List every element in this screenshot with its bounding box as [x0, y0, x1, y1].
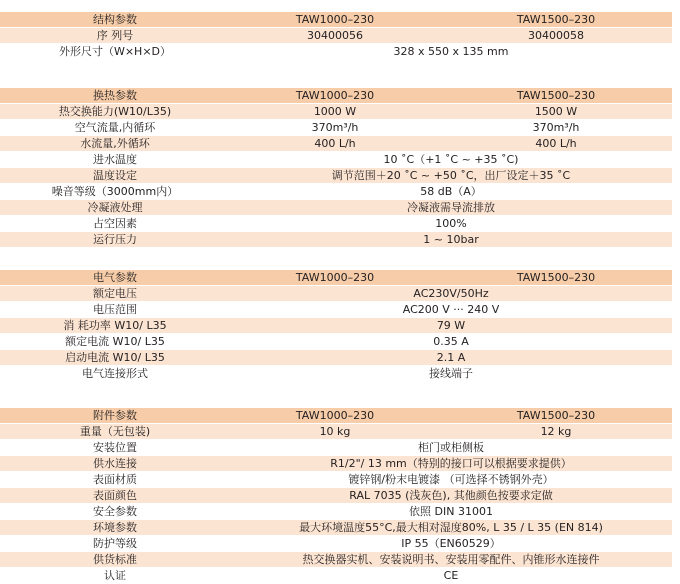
param-label: 运行压力 [93, 233, 137, 246]
model-1-heading: TAW1000–230 [295, 89, 375, 102]
param-label: 水流量,外循环 [80, 137, 150, 150]
param-label: 额定电流 W10/ L35 [65, 335, 165, 348]
model-1-value: 30400056 [307, 29, 363, 42]
param-value: AC200 V ··· 240 V [402, 303, 500, 316]
table-row [0, 44, 672, 60]
table-row [0, 120, 672, 136]
model-2-heading: TAW1500–230 [516, 13, 596, 26]
heat-exchange-params-table [0, 88, 672, 248]
table-row [0, 456, 672, 472]
param-value: 调节范围＋20 ˚C ~ +50 ˚C，出厂设定＋35 ˚C [331, 169, 571, 182]
model-1-heading: TAW1000–230 [295, 271, 375, 284]
model-1-value: 1000 W [313, 105, 357, 118]
model-2-value: 30400058 [528, 29, 584, 42]
section-header-row [0, 88, 672, 104]
param-label: 安全参数 [93, 505, 137, 518]
section-title: 附件参数 [93, 409, 137, 422]
param-label: 温度设定 [93, 169, 137, 182]
param-label: 重量（无包装) [79, 425, 151, 438]
param-label: 防护等级 [93, 537, 137, 550]
param-label: 冷凝液处理 [87, 201, 143, 214]
section-title: 换热参数 [93, 89, 137, 102]
section-header-row [0, 12, 672, 28]
table-row [0, 334, 672, 350]
table-row [0, 104, 672, 120]
param-label: 供货标准 [93, 553, 137, 566]
param-label: 外形尺寸（W×H×D） [58, 45, 172, 58]
param-label: 消 耗功率 W10/ L35 [63, 319, 167, 332]
param-label: 序 列号 [96, 29, 134, 42]
param-value: RAL 7035 (浅灰色), 其他颜色按要求定做 [349, 489, 553, 502]
param-label: 热交换能力(W10/L35) [58, 105, 172, 118]
param-label: 电气连接形式 [82, 367, 148, 380]
param-label: 供水连接 [93, 457, 137, 470]
table-row [0, 440, 672, 456]
table-row [0, 286, 672, 302]
table-row [0, 152, 672, 168]
param-value: R1/2"/ 13 mm（特别的接口可以根据要求提供） [330, 457, 572, 470]
model-1-heading: TAW1000–230 [295, 409, 375, 422]
accessory-params-table [0, 408, 672, 584]
param-label: 噪音等级（3000mm内） [51, 185, 179, 198]
model-2-heading: TAW1500–230 [516, 89, 596, 102]
param-label: 表面颜色 [93, 489, 137, 502]
param-value: 58 dB（A） [420, 185, 482, 198]
table-row [0, 168, 672, 184]
param-value: AC230V/50Hz [413, 287, 489, 300]
table-row [0, 232, 672, 248]
param-value: 10 ˚C（+1 ˚C ~ +35 ˚C) [383, 153, 519, 166]
param-label: 环境参数 [93, 521, 137, 534]
table-row [0, 28, 672, 44]
model-2-value: 1500 W [534, 105, 578, 118]
model-1-value: 400 L/h [314, 137, 356, 150]
table-row [0, 488, 672, 504]
table-row [0, 366, 672, 382]
model-2-value: 400 L/h [535, 137, 577, 150]
param-value: CE [443, 569, 459, 582]
param-label: 空气流量,内循环 [74, 121, 156, 134]
table-row [0, 318, 672, 334]
param-value: 依照 DIN 31001 [409, 505, 493, 518]
param-label: 电压范围 [93, 303, 137, 316]
param-value: 2.1 A [436, 351, 466, 364]
model-2-heading: TAW1500–230 [516, 409, 596, 422]
table-row [0, 200, 672, 216]
param-label: 启动电流 W10/ L35 [65, 351, 165, 364]
model-2-value: 370m³/h [532, 121, 580, 134]
param-label: 表面材质 [93, 473, 137, 486]
table-row [0, 536, 672, 552]
table-row [0, 552, 672, 568]
model-2-value: 12 kg [540, 425, 572, 438]
param-value: 328 x 550 x 135 mm [393, 45, 509, 58]
param-label: 安装位置 [93, 441, 137, 454]
param-value: 冷凝液需导流排放 [407, 201, 495, 214]
param-value: 79 W [436, 319, 466, 332]
param-value: 镀锌钢/粉末电镀漆 （可选择不锈钢外壳） [348, 473, 554, 486]
electrical-params-table [0, 270, 672, 382]
param-label: 额定电压 [93, 287, 137, 300]
model-1-value: 10 kg [319, 425, 351, 438]
section-title: 结构参数 [93, 13, 137, 26]
param-value: 0.35 A [433, 335, 469, 348]
table-row [0, 520, 672, 536]
table-row [0, 216, 672, 232]
table-row [0, 136, 672, 152]
section-title: 电气参数 [93, 271, 137, 284]
param-value: 100% [435, 217, 467, 230]
param-value: 热交换器实机、安装说明书、安装用零配件、内锥形水连接件 [302, 553, 600, 566]
model-1-heading: TAW1000–230 [295, 13, 375, 26]
table-row [0, 350, 672, 366]
table-row [0, 424, 672, 440]
model-1-value: 370m³/h [311, 121, 359, 134]
param-value: 1 ~ 10bar [423, 233, 479, 246]
param-value: 最大环境温度55°C,最大相对湿度80%, L 35 / L 35 (EN 814) [299, 521, 603, 534]
section-header-row [0, 270, 672, 286]
table-row [0, 302, 672, 318]
param-value: 柜门或柜侧板 [418, 441, 484, 454]
param-label: 认证 [104, 569, 126, 582]
param-value: 接线端子 [429, 367, 473, 380]
table-row [0, 472, 672, 488]
structure-params-table [0, 12, 672, 60]
model-2-heading: TAW1500–230 [516, 271, 596, 284]
param-label: 占空因素 [93, 217, 137, 230]
table-row [0, 504, 672, 520]
table-row [0, 184, 672, 200]
param-value: IP 55（EN60529） [401, 537, 501, 550]
section-header-row [0, 408, 672, 424]
param-label: 进水温度 [93, 153, 137, 166]
